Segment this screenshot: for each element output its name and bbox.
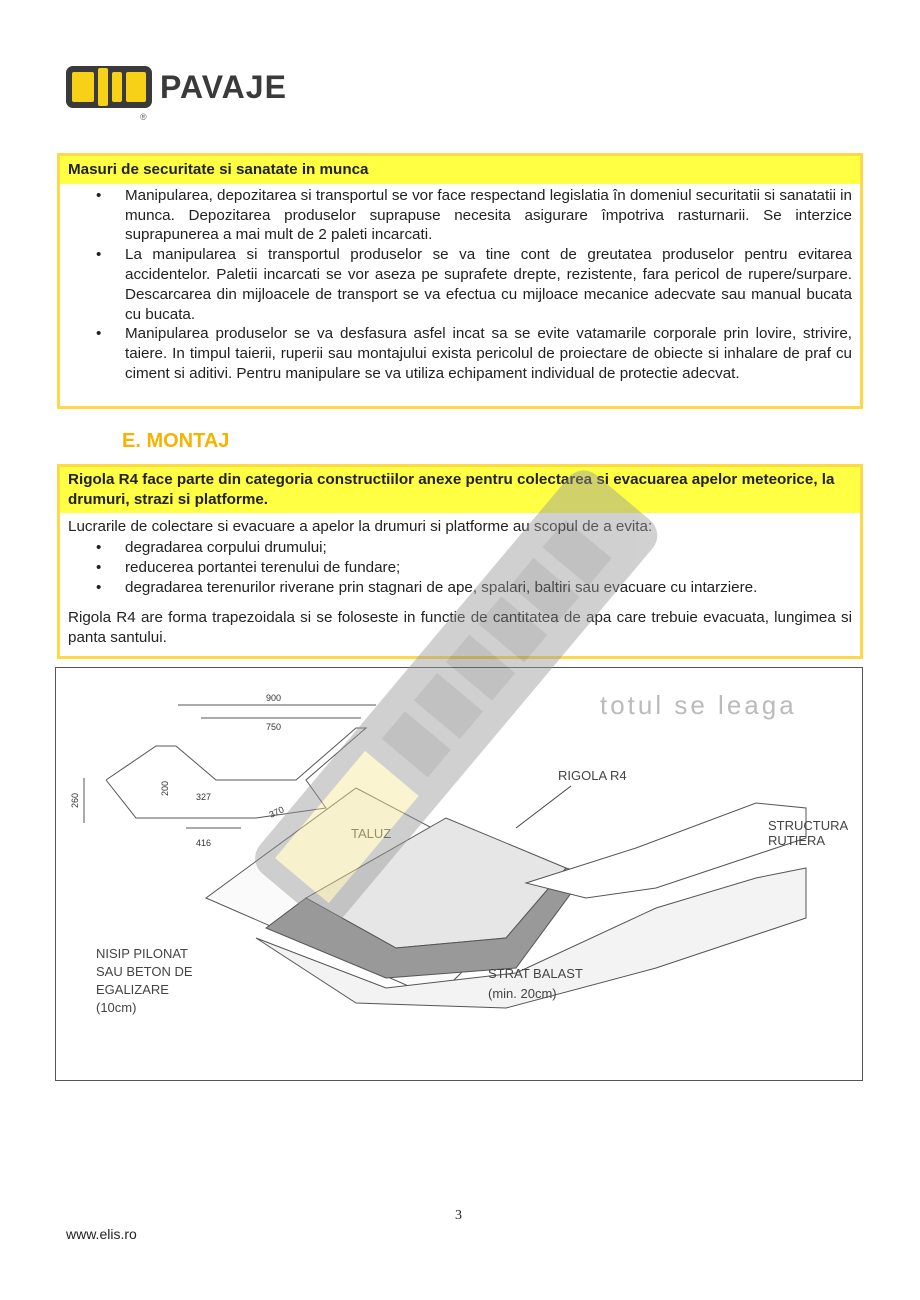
- label-nisip-2: SAU BETON DE: [96, 964, 193, 979]
- label-taluz: TALUZ: [351, 826, 392, 841]
- label-rigola: RIGOLA R4: [558, 768, 627, 783]
- list-item: • reducerea portantei terenului de fundare;: [125, 558, 852, 578]
- dim-416: 416: [196, 838, 212, 848]
- list-item: • La manipularea si transportul produselor se va tine cont de greutatea produselor pentru evitarea accidentelor. Paletii incarcati se vor aseza pe suprafete drepte, rezistente, fara pericol de rupere/surpare. Descarcarea din mijloacele de transport se va efectua cu mijloace mecanice adecvate sau manual bucata cu bucata.: [125, 245, 852, 324]
- dim-200: 200: [160, 780, 170, 796]
- label-nisip-3: EGALIZARE: [96, 982, 169, 997]
- montaj-box: [57, 464, 863, 659]
- label-nisip-1: NISIP PILONAT: [96, 946, 188, 961]
- label-rutiera: RUTIERA: [768, 833, 826, 848]
- montaj-paragraph: Rigola R4 are forma trapezoidala si se foloseste in functie de cantitatea de apa care trebuie evacuata, lungimea si panta santului.: [68, 608, 852, 646]
- label-balast-1: STRAT BALAST: [488, 966, 583, 981]
- label-balast-2: (min. 20cm): [488, 986, 557, 1001]
- registered-mark: ®: [140, 112, 147, 122]
- logo: [66, 66, 287, 108]
- montaj-highlight: Rigola R4 face parte din categoria constructiilor anexe pentru colectarea si evacuarea apelor meteorice, la drumuri, strazi si platforme.: [60, 467, 860, 513]
- list-item: • Manipularea, depozitarea si transportul se vor face respectand legislatia în domeniul securitatii si sanatatii in munca. Depozitarea produselor suprapuse necesita asigurare împotriva rasturnarii. Se interzice suprapunerea a mai mult de 2 paleti incarcati.: [125, 186, 852, 245]
- safety-title: Masuri de securitate si sanatate in munca: [60, 156, 860, 184]
- rigola-diagram: [55, 667, 863, 1081]
- section-title: E. MONTAJ: [122, 430, 230, 452]
- page-header: [0, 0, 920, 153]
- label-nisip-4: (10cm): [96, 1000, 137, 1015]
- dim-750: 750: [266, 722, 282, 732]
- section-header: [0, 409, 920, 464]
- list-item: • degradarea corpului drumului;: [125, 538, 852, 558]
- logo-mark: [66, 66, 152, 108]
- list-item: • Manipularea produselor se va desfasura asfel incat sa se evite vatamarile corporale prin lovire, strivire, taiere. In timpul taierii, ruperii sau montajului exista pericolul de proiectare de obiecte si inhalare de praf cu ciment si aditivi. Pentru manipulare se va utiliza echipament individual de protectie adecvat.: [125, 324, 852, 383]
- logo-brand: PAVAJE: [160, 69, 287, 105]
- safety-box: [57, 153, 863, 409]
- montaj-intro: Lucrarile de colectare si evacuare a apelor la drumuri si platforme au scopul de a evita:: [68, 517, 653, 535]
- page-number: 3: [455, 1208, 462, 1223]
- dim-327: 327: [196, 792, 212, 802]
- dim-260: 260: [70, 792, 80, 808]
- dim-900: 900: [266, 693, 282, 703]
- dim-370: 370: [267, 804, 286, 820]
- watermark-slogan: totul se leaga: [600, 690, 797, 720]
- footer-url: www.elis.ro: [66, 1226, 137, 1242]
- label-structura: STRUCTURA: [768, 818, 849, 833]
- list-item: • degradarea terenurilor riverane prin stagnari de ape, spalari, baltiri sau evacuare cu intarziere.: [125, 578, 852, 598]
